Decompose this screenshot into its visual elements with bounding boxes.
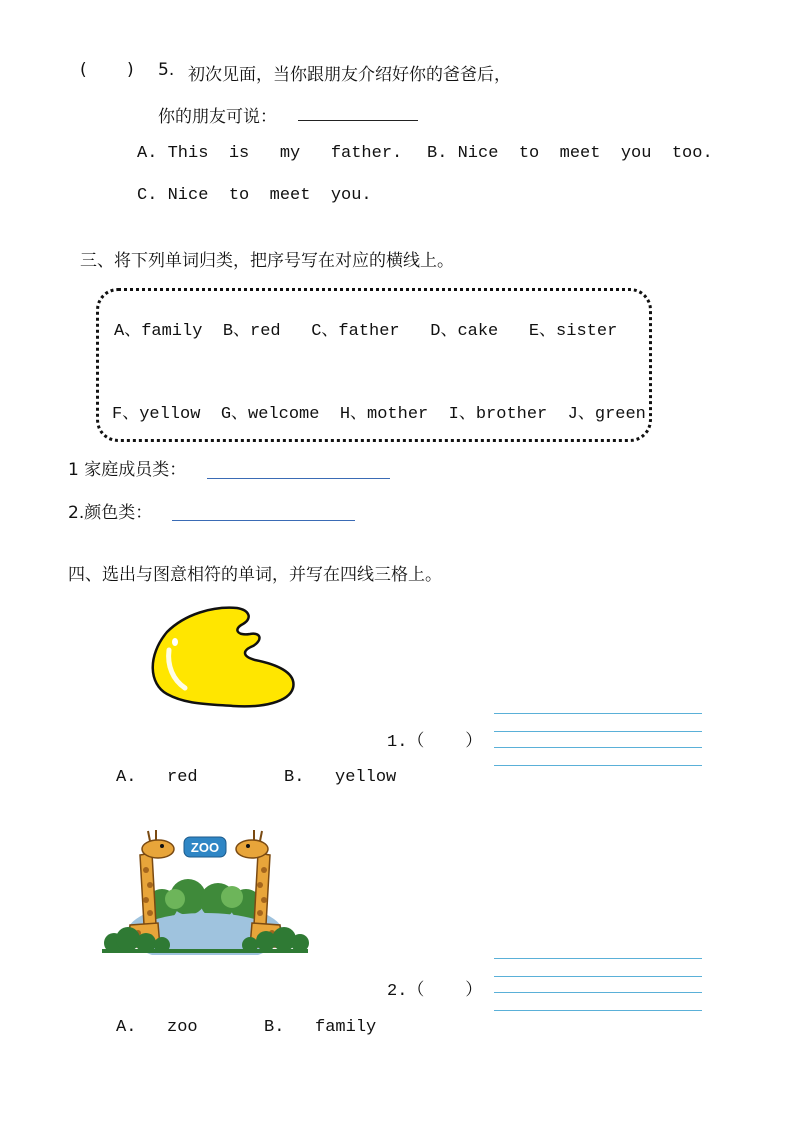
category1-label: 1 家庭成员类： xyxy=(68,460,187,480)
question-stem: 初次见面，当你跟朋友介绍好你的爸爸后， xyxy=(188,65,511,85)
item1-option-a: A. red xyxy=(116,768,198,787)
option-c: C. Nice to meet you. xyxy=(137,186,372,205)
section4-title: 四、选出与图意相符的单词，并写在四线三格上。 xyxy=(68,565,442,585)
yellow-paint-image xyxy=(145,600,305,712)
question-number: 5. xyxy=(158,60,175,80)
zoo-sign-text: ZOO xyxy=(190,840,220,855)
category2-label: 2.颜色类： xyxy=(68,503,153,523)
word-bank-row1: A、family B、red C、father D、cake E、sister xyxy=(114,322,618,341)
item1-option-b: B. yellow xyxy=(284,768,397,787)
option-b: B. Nice to meet you too. xyxy=(427,144,713,163)
answer-paren-open: ( xyxy=(80,60,87,80)
item1-four-line-grid[interactable] xyxy=(494,713,702,767)
word-bank-row2: F、yellow G、welcome H、mother I、brother J、green xyxy=(112,405,646,424)
option-a: A. This is my father. xyxy=(137,144,403,163)
item1-number: 1.（ ） xyxy=(387,733,483,752)
section3-title: 三、将下列单词归类，把序号写在对应的横线上。 xyxy=(80,251,454,271)
answer-paren-close: ) xyxy=(127,60,134,80)
item2-option-a: A. zoo xyxy=(116,1018,198,1037)
zoo-gate-image xyxy=(100,825,310,955)
item2-number: 2.（ ） xyxy=(387,982,483,1001)
answer-blank-line[interactable] xyxy=(298,120,418,121)
question-prompt: 你的朋友可说： xyxy=(158,107,277,127)
category2-answer-line[interactable] xyxy=(172,520,355,521)
category1-answer-line[interactable] xyxy=(207,478,390,479)
item2-four-line-grid[interactable] xyxy=(494,958,702,1012)
item2-option-b: B. family xyxy=(264,1018,377,1037)
